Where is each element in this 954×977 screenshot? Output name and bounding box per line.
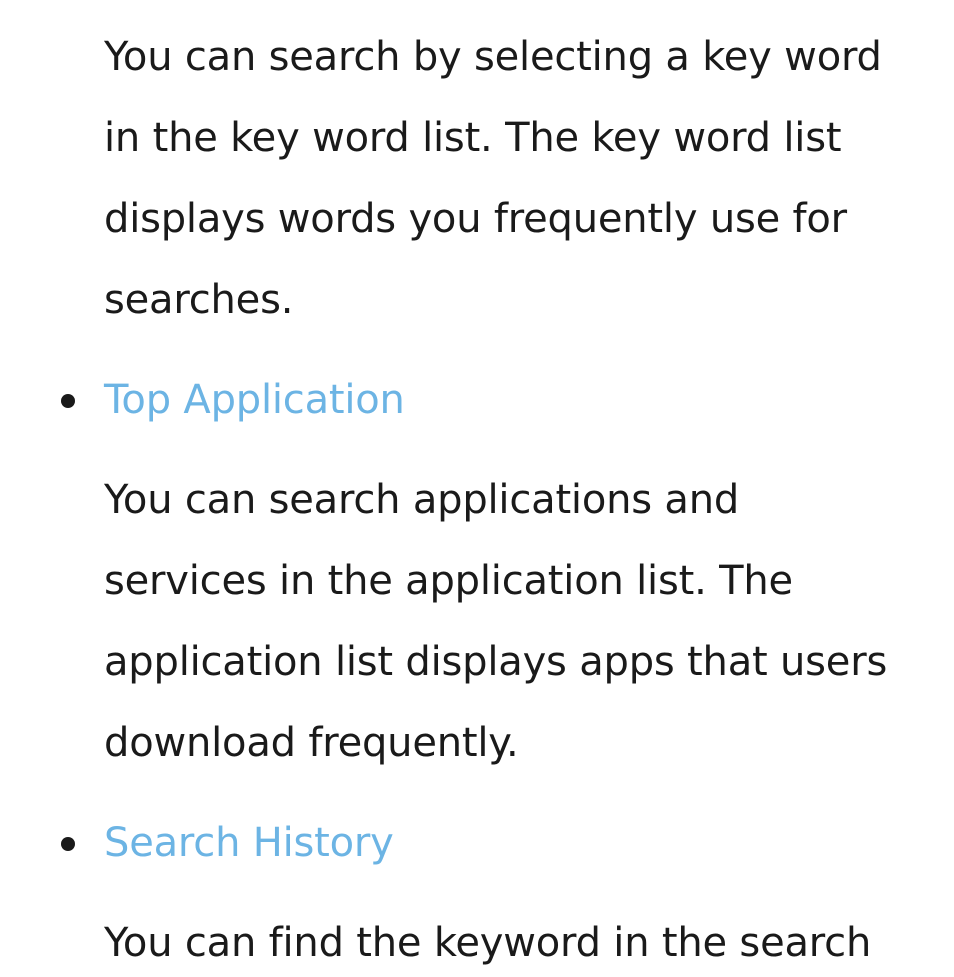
bullet-dot-icon <box>61 394 75 408</box>
text-line: You can find the keyword in the search <box>104 920 872 966</box>
text-line: You can search applications and <box>104 477 740 523</box>
bullet-dot-icon <box>61 837 75 851</box>
text-line: application list displays apps that users <box>104 639 888 685</box>
top-application-heading: Top Application <box>104 377 405 423</box>
text-line: in the key word list. The key word list <box>104 115 842 161</box>
keyword-list-description <box>104 17 934 341</box>
text-line: displays words you frequently use for <box>104 196 847 242</box>
text-line: searches. <box>104 277 294 323</box>
text-line: services in the application list. The <box>104 558 793 604</box>
bullet-item-top-application <box>0 370 954 430</box>
top-application-description <box>104 460 934 784</box>
search-history-description <box>104 903 934 977</box>
text-line: You can search by selecting a key word <box>104 34 882 80</box>
bullet-item-search-history <box>0 813 954 873</box>
search-history-heading: Search History <box>104 820 394 866</box>
text-line: download frequently. <box>104 720 519 766</box>
